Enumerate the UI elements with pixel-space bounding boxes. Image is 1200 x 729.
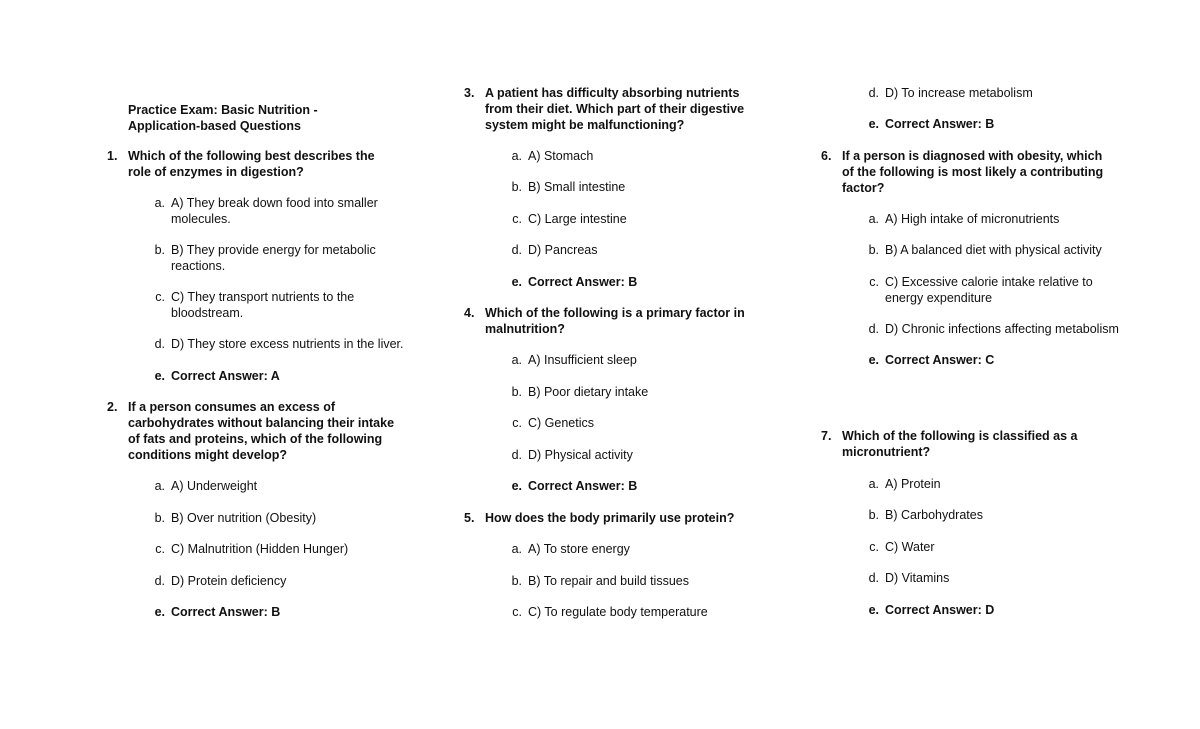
option-text: C) Malnutrition (Hidden Hunger) [171,542,349,556]
option-letter: d. [154,574,165,588]
option-text: D) They store excess nutrients in the liver. [171,337,404,351]
option-letter: c. [512,416,522,430]
option-letter: e. [154,605,165,619]
question-number: 6. [821,149,832,163]
option-letter: b. [154,511,165,525]
option-letter: e. [511,479,522,493]
option-text: C) Large intestine [528,212,627,226]
option-letter: b. [868,508,879,522]
option-text: D) Chronic infections affecting metabolism [885,322,1119,336]
option-letter: b. [511,180,522,194]
question-text: Which of the following best describes the role of enzymes in digestion? [128,149,375,179]
option-text: A) Stomach [528,149,594,163]
option-2b[interactable] [145,510,405,527]
option-6b[interactable] [859,242,1119,259]
correct-answer-3 [502,274,762,291]
option-text: C) Excessive calorie intake relative to energy expenditure [885,275,1093,305]
question-text: How does the body primarily use protein? [485,511,735,525]
option-5d[interactable] [859,85,1119,102]
correct-answer-5 [859,116,1119,133]
question-2 [107,399,407,465]
option-letter: b. [511,385,522,399]
option-letter: b. [868,243,879,257]
option-letter: c. [869,540,879,554]
option-4c[interactable] [502,415,762,432]
option-5b[interactable] [502,573,762,590]
question-text: If a person consumes an excess of carbohydrates without balancing their intake of fats and proteins, which of the following conditions might develop? [128,400,395,462]
option-3c[interactable] [502,211,762,228]
answer-text: Correct Answer: B [528,479,638,493]
answer-text: Correct Answer: B [171,605,281,619]
option-letter: e. [868,353,879,367]
option-letter: b. [511,574,522,588]
answer-text: Correct Answer: B [528,275,638,289]
option-5c[interactable] [502,604,762,621]
option-letter: d. [511,243,522,257]
option-7d[interactable] [859,570,1119,587]
option-4a[interactable] [502,352,762,369]
option-6c[interactable] [859,274,1119,308]
option-text: D) Protein deficiency [171,574,287,588]
option-3d[interactable] [502,242,762,259]
option-letter: e. [868,117,879,131]
question-text: A patient has difficulty absorbing nutrients from their diet. Which part of their digestive system might be malfunctioning? [485,86,745,132]
option-text: A) Insufficient sleep [528,353,637,367]
option-text: D) Vitamins [885,571,950,585]
option-letter: c. [155,290,165,304]
option-3b[interactable] [502,179,762,196]
option-4d[interactable] [502,447,762,464]
option-letter: b. [154,243,165,257]
option-text: D) Physical activity [528,448,633,462]
option-text: B) Over nutrition (Obesity) [171,511,317,525]
option-1b[interactable] [145,242,405,276]
option-letter: a. [868,477,879,491]
option-letter: e. [511,275,522,289]
option-text: B) To repair and build tissues [528,574,689,588]
option-7a[interactable] [859,476,1119,493]
correct-answer-6 [859,352,1119,369]
question-number: 3. [464,86,475,100]
page-title: Practice Exam: Basic Nutrition - Application-based Questions [128,103,318,133]
option-letter: a. [511,149,522,163]
question-number: 7. [821,429,832,443]
option-letter: a. [511,542,522,556]
answer-text: Correct Answer: C [885,353,995,367]
option-7c[interactable] [859,539,1119,556]
option-letter: c. [512,212,522,226]
option-text: B) Carbohydrates [885,508,983,522]
question-7 [821,428,1121,462]
answer-text: Correct Answer: A [171,369,280,383]
option-letter: e. [868,603,879,617]
option-text: A) They break down food into smaller molecules. [171,196,378,226]
option-text: A) Underweight [171,479,258,493]
option-text: A) To store energy [528,542,630,556]
option-letter: d. [868,322,879,336]
option-text: A) Protein [885,477,941,491]
option-4b[interactable] [502,384,762,401]
option-letter: c. [155,542,165,556]
option-text: B) Small intestine [528,180,626,194]
option-letter: d. [868,86,879,100]
option-1d[interactable] [145,336,415,353]
question-6 [821,148,1121,198]
answer-text: Correct Answer: D [885,603,995,617]
option-letter: a. [511,353,522,367]
option-5a[interactable] [502,541,762,558]
option-2a[interactable] [145,478,405,495]
correct-answer-2 [145,604,405,621]
option-text: D) Pancreas [528,243,598,257]
question-text: Which of the following is classified as a micronutrient? [842,429,1078,459]
question-number: 4. [464,306,475,320]
option-text: C) Genetics [528,416,594,430]
option-letter: d. [511,448,522,462]
question-5 [464,510,764,527]
option-letter: a. [868,212,879,226]
option-letter: a. [154,479,165,493]
question-number: 1. [107,149,118,163]
option-text: C) Water [885,540,935,554]
question-text: Which of the following is a primary factor in malnutrition? [485,306,745,336]
option-2c[interactable] [145,541,405,558]
correct-answer-7 [859,602,1119,619]
option-2d[interactable] [145,573,405,590]
question-text: If a person is diagnosed with obesity, which of the following is most likely a contributing factor? [842,149,1104,195]
option-text: D) To increase metabolism [885,86,1033,100]
option-text: B) Poor dietary intake [528,385,649,399]
answer-text: Correct Answer: B [885,117,995,131]
option-letter: c. [512,605,522,619]
option-1c[interactable] [145,289,405,323]
question-number: 2. [107,400,118,414]
option-text: C) To regulate body temperature [528,605,708,619]
correct-answer-1 [145,368,415,385]
option-letter: d. [868,571,879,585]
option-3a[interactable] [502,148,762,165]
option-1a[interactable] [145,195,405,229]
option-6d[interactable] [859,321,1129,338]
option-text: C) They transport nutrients to the bloodstream. [171,290,355,320]
option-text: B) A balanced diet with physical activity [885,243,1102,257]
question-3 [464,85,754,135]
option-text: B) They provide energy for metabolic reactions. [171,243,376,273]
question-number: 5. [464,511,475,525]
option-6a[interactable] [859,211,1119,228]
option-text: A) High intake of micronutrients [885,212,1060,226]
option-letter: c. [869,275,879,289]
question-1 [107,148,402,182]
option-letter: d. [154,337,165,351]
question-4 [464,305,754,339]
option-letter: a. [154,196,165,210]
correct-answer-4 [502,478,762,495]
option-letter: e. [154,369,165,383]
option-7b[interactable] [859,507,1119,524]
